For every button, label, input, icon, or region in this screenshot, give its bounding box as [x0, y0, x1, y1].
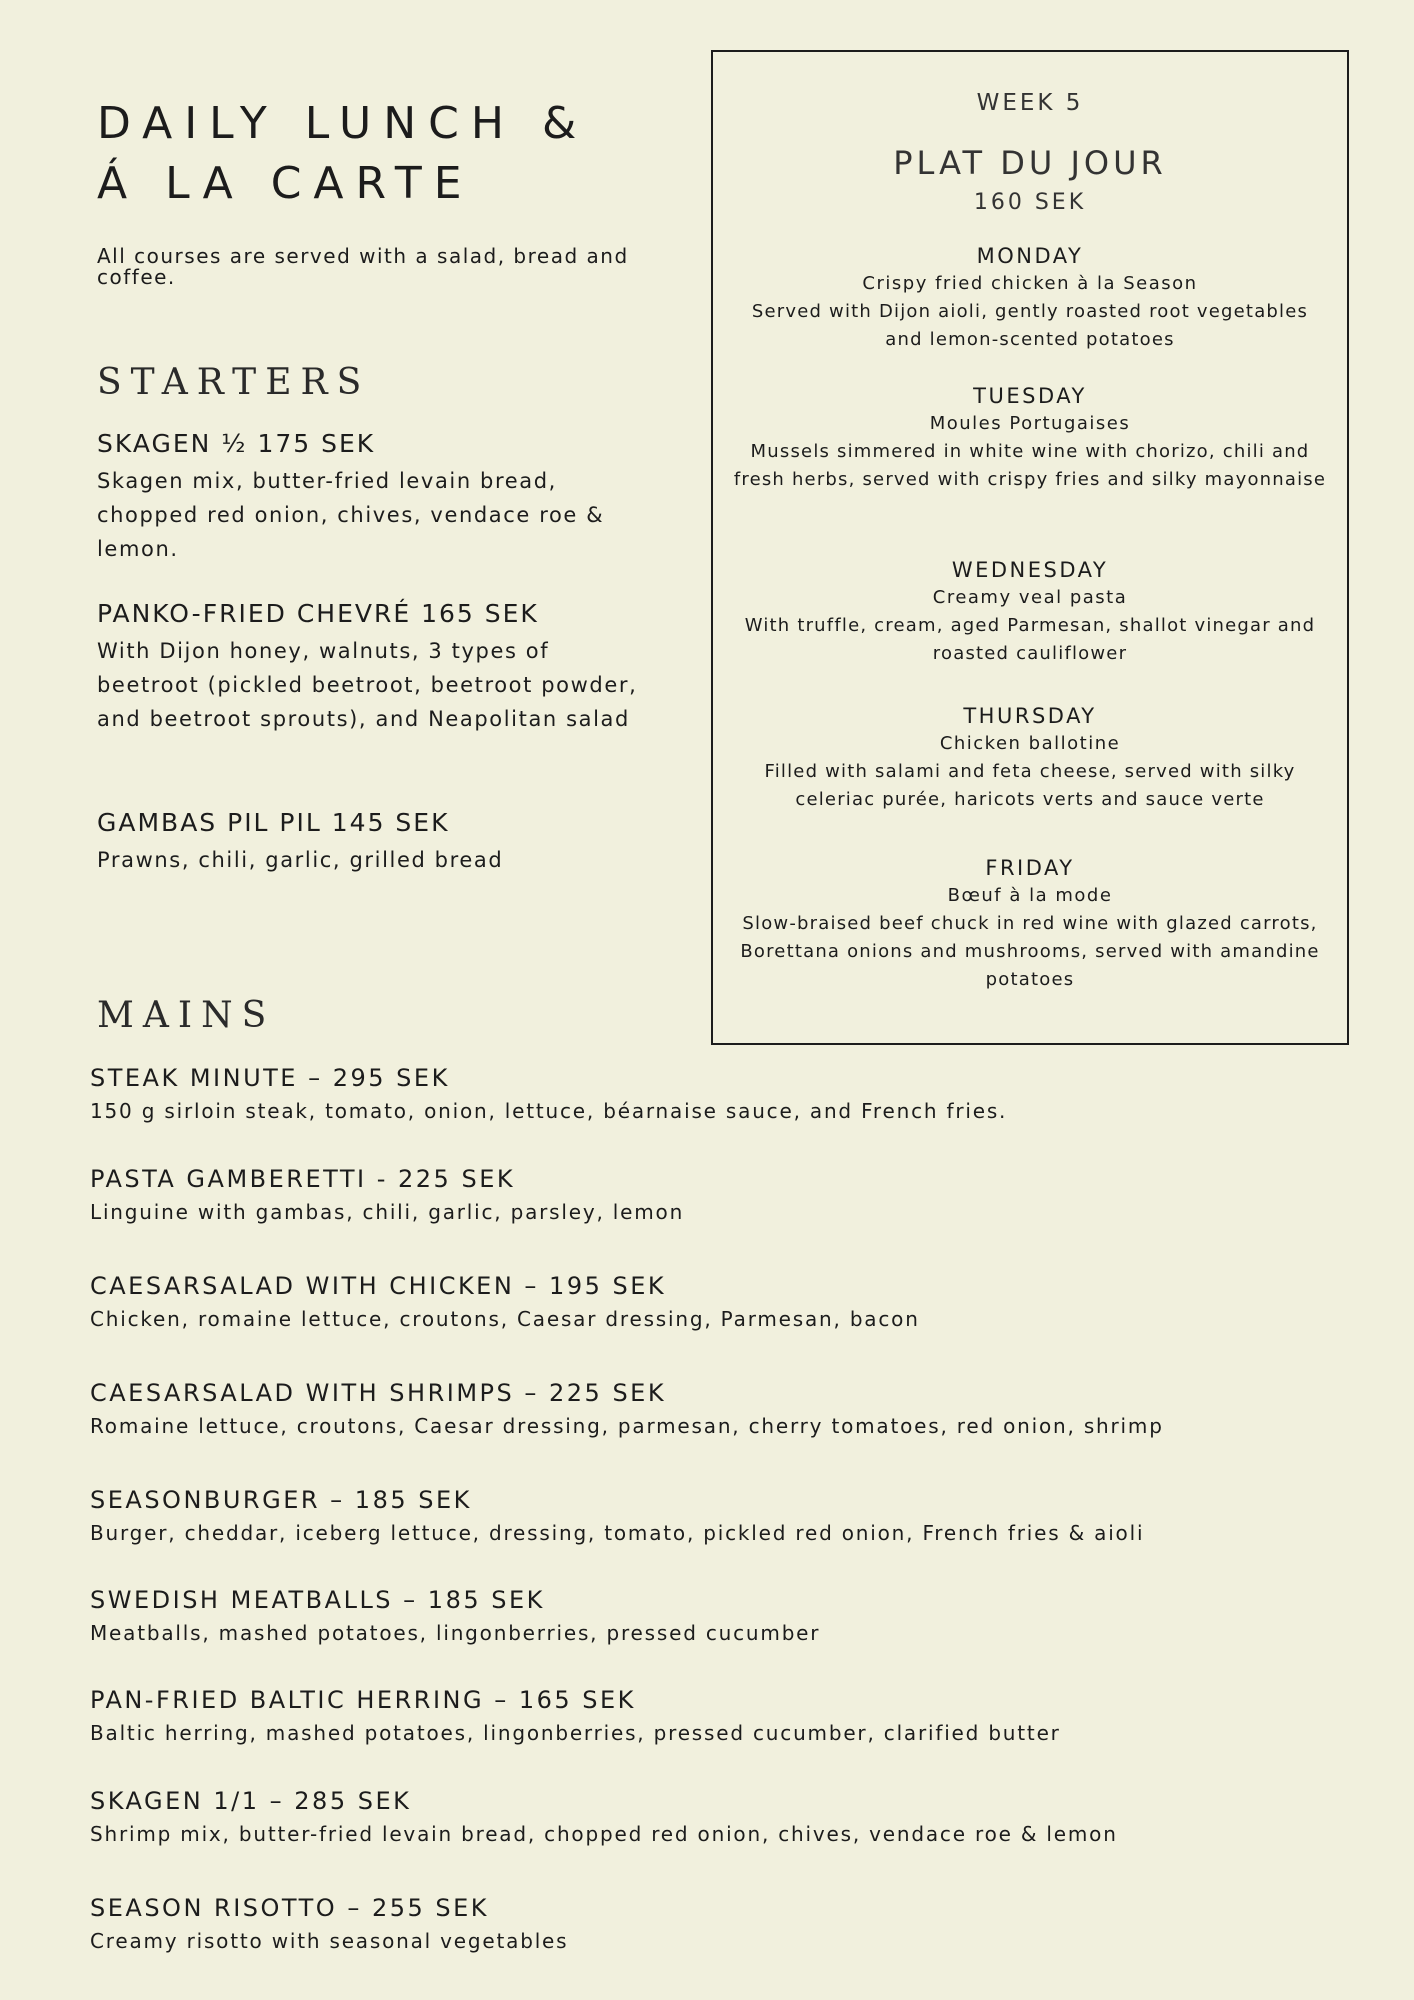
dish-name: Creamy veal pasta	[932, 587, 1128, 608]
main-description: Meatballs, mashed potatoes, lingonberries, pressed cucumber	[90, 1621, 821, 1645]
starter-title: SKAGEN ½ 175 SEK	[97, 429, 376, 458]
starter-description: Prawns, chili, garlic, grilled bread	[97, 848, 504, 872]
day-tuesday	[733, 382, 1327, 494]
main-description: Shrimp mix, butter-fried levain bread, chopped red onion, chives, vendace roe & lemon	[90, 1822, 1118, 1846]
main-description: 150 g sirloin steak, tomato, onion, lettuce, béarnaise sauce, and French fries.	[90, 1099, 1008, 1123]
menu-title-line-1: DAILY LUNCH &	[97, 98, 589, 149]
main-item	[90, 1684, 1350, 1748]
plat-du-jour-title: PLAT DU JOUR	[893, 144, 1167, 182]
starter-item	[97, 805, 657, 877]
starters-heading: STARTERS	[97, 362, 371, 403]
main-description: Linguine with gambas, chili, garlic, parsley, lemon	[90, 1200, 685, 1224]
main-item	[90, 1163, 1350, 1227]
menu-title-line-2: Á LA CARTE	[97, 158, 474, 209]
main-description: Burger, cheddar, iceberg lettuce, dressing, tomato, pickled red onion, French fries & aioli	[90, 1521, 1145, 1545]
starter-description: Skagen mix, butter-fried levain bread, chopped red onion, chives, vendace roe & lemon.	[97, 469, 605, 561]
dish-description: Mussels simmered in white wine with chorizo, chili and fresh herbs, served with crispy fries and silky mayonnaise	[733, 441, 1327, 490]
day-name: TUESDAY	[973, 384, 1087, 408]
main-title: PASTA GAMBERETTI - 225 SEK	[90, 1165, 516, 1193]
main-title: SEASON RISOTTO – 255 SEK	[90, 1894, 490, 1922]
main-title: CAESARSALAD WITH SHRIMPS – 225 SEK	[90, 1379, 667, 1407]
main-title: SWEDISH MEATBALLS – 185 SEK	[90, 1586, 545, 1614]
day-wednesday	[733, 556, 1327, 668]
day-name: THURSDAY	[963, 704, 1097, 728]
main-title: PAN-FRIED BALTIC HERRING – 165 SEK	[90, 1686, 636, 1714]
dish-name: Bœuf à la mode	[947, 885, 1113, 906]
dish-name: Moules Portugaises	[929, 413, 1131, 434]
starter-description: With Dijon honey, walnuts, 3 types of beetroot (pickled beetroot, beetroot powder, and beetroot sprouts), and Neapolitan salad	[97, 639, 638, 731]
day-thursday	[733, 702, 1327, 814]
main-description: Chicken, romaine lettuce, croutons, Caesar dressing, Parmesan, bacon	[90, 1307, 920, 1331]
main-item	[90, 1270, 1350, 1334]
day-name: FRIDAY	[985, 856, 1075, 880]
dish-description: With truffle, cream, aged Parmesan, shallot vinegar and roasted cauliflower	[744, 615, 1316, 664]
dish-description: Slow-braised beef chuck in red wine with glazed carrots, Borettana onions and mushrooms, served with amandine potatoes	[740, 913, 1320, 990]
starter-title: GAMBAS PIL PIL 145 SEK	[97, 808, 450, 837]
intro-text: All courses are served with a salad, bread and coffee.	[97, 244, 629, 289]
starter-item	[97, 426, 657, 566]
main-item	[90, 1377, 1350, 1441]
starter-title: PANKO-FRIED CHEVRÉ 165 SEK	[97, 599, 539, 628]
mains-heading: MAINS	[97, 995, 276, 1036]
main-title: SEASONBURGER – 185 SEK	[90, 1486, 472, 1514]
main-title: SKAGEN 1/1 – 285 SEK	[90, 1787, 412, 1815]
dish-description: Filled with salami and feta cheese, served with silky celeriac purée, haricots verts and sauce verte	[764, 761, 1296, 810]
plat-du-jour-box	[711, 50, 1349, 1045]
day-name: MONDAY	[976, 244, 1084, 268]
dish-name: Crispy fried chicken à la Season	[862, 273, 1198, 294]
main-item	[90, 1892, 1350, 1956]
main-title: CAESARSALAD WITH CHICKEN – 195 SEK	[90, 1272, 667, 1300]
day-monday	[733, 242, 1327, 354]
main-description: Baltic herring, mashed potatoes, lingonberries, pressed cucumber, clarified butter	[90, 1721, 1061, 1745]
day-friday	[733, 854, 1327, 994]
dish-description: Served with Dijon aioli, gently roasted root vegetables and lemon-scented potatoes	[751, 301, 1309, 350]
week-label: WEEK 5	[976, 90, 1084, 116]
main-item	[90, 1484, 1350, 1548]
plat-du-jour-price: 160 SEK	[973, 190, 1087, 215]
menu-title	[97, 94, 657, 214]
main-item	[90, 1785, 1350, 1849]
starter-item	[97, 596, 657, 736]
main-description: Creamy risotto with seasonal vegetables	[90, 1929, 569, 1953]
main-item	[90, 1062, 1350, 1126]
main-title: STEAK MINUTE – 295 SEK	[90, 1064, 450, 1092]
dish-name: Chicken ballotine	[939, 733, 1121, 754]
main-description: Romaine lettuce, croutons, Caesar dressing, parmesan, cherry tomatoes, red onion, shrimp	[90, 1414, 1164, 1438]
day-name: WEDNESDAY	[951, 558, 1109, 582]
main-item	[90, 1584, 1350, 1648]
